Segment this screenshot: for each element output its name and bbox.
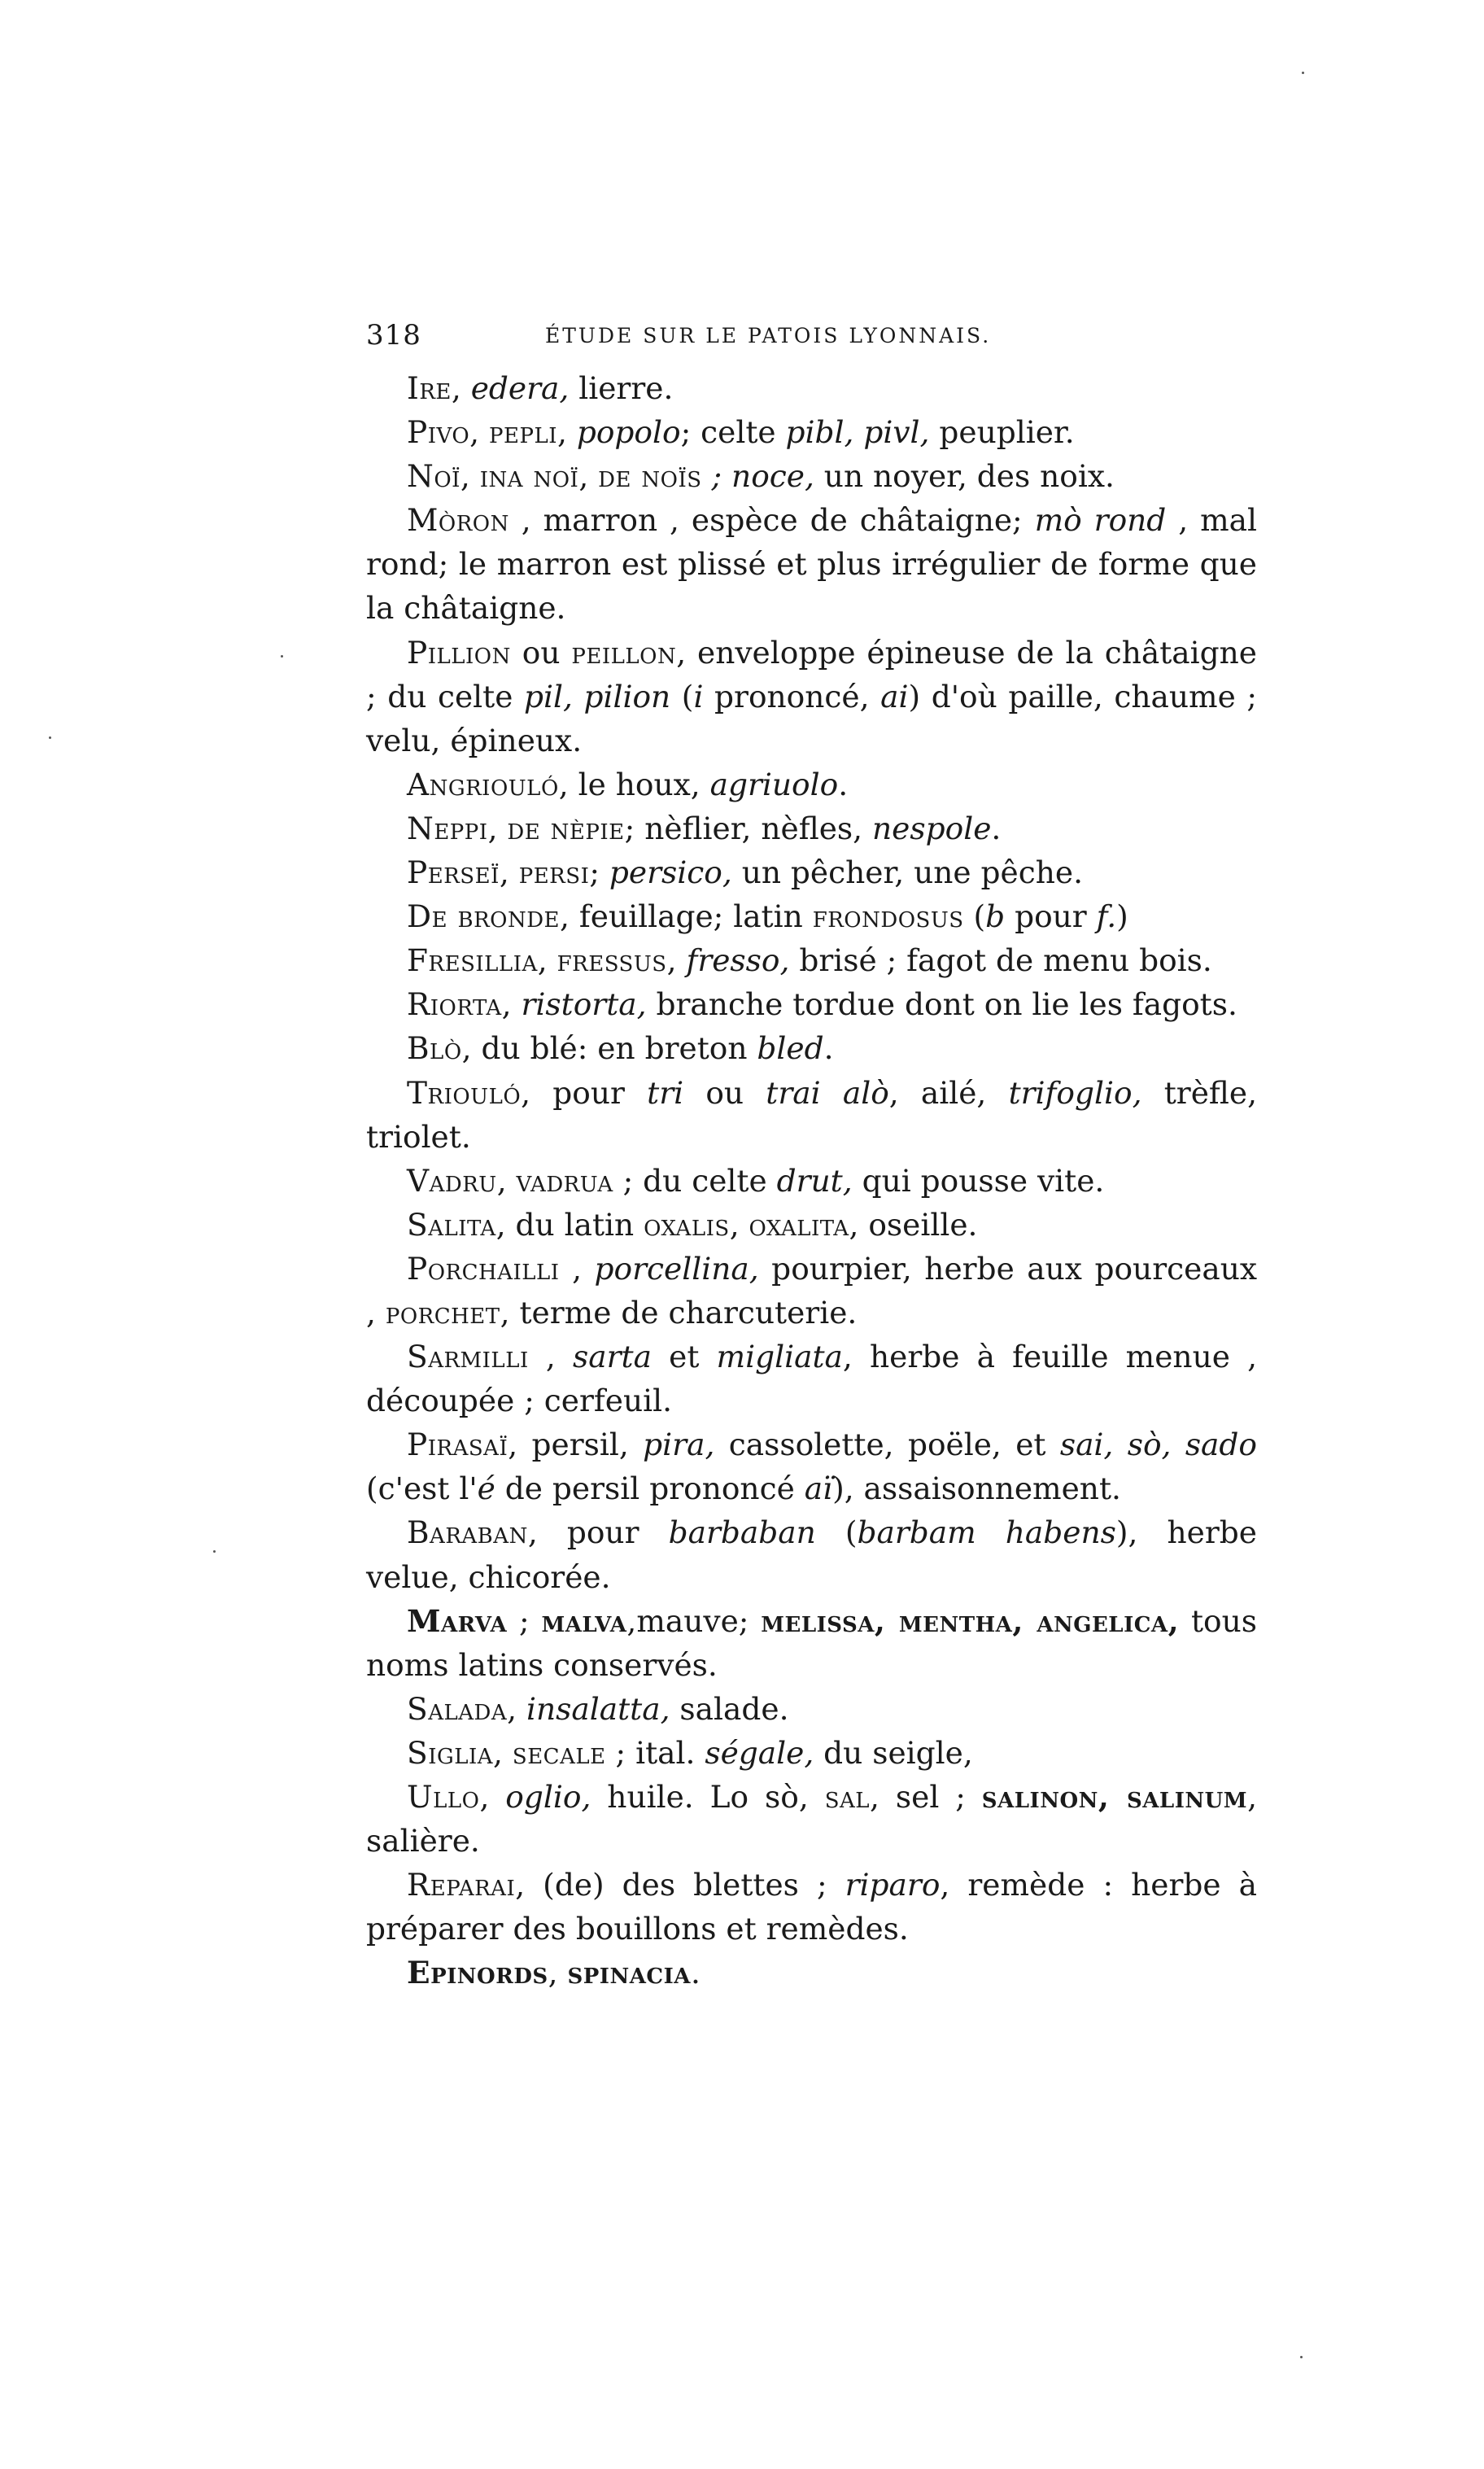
scan-speck xyxy=(49,736,51,739)
entry-epinords: Epinords, spinacia. xyxy=(407,1955,701,1991)
entry-pirasai: Pirasaï, persil, pira, cassolette, poële, et sai, sò, sado (c'est l'é de persil prononcé aï), assaisonnement. xyxy=(366,1427,1257,1507)
entry-salada: Salada, insalatta, salade. xyxy=(407,1690,789,1727)
scan-speck xyxy=(281,655,283,658)
entry-ullo: Ullo, oglio, huile. Lo sò, sal, sel ; salinon, salinum, salière. xyxy=(366,1779,1258,1859)
entry-pillion: Pillion ou peillon, enveloppe épineuse de la châtaigne ; du celte pil, pilion (i prononcé, ai) d'où paille, chaume ; velu, épineux. xyxy=(366,634,1258,758)
glossary-text xyxy=(366,366,1257,1995)
entry-pivo: Pivo, pepli, popolo; celte pibl, pivl, peuplier. xyxy=(407,414,1075,451)
running-title: ÉTUDE SUR LE PATOIS LYONNAIS. xyxy=(545,324,992,347)
entry-moron: Mòron , marron , espèce de châtaigne; mò rond , mal rond; le marron est plissé et plus irrégulier de forme que la châtaigne. xyxy=(366,502,1257,627)
page-number: 318 xyxy=(366,319,421,352)
entry-angriouló: Angriouló, le houx, agriuolo. xyxy=(407,766,849,802)
entry-marva: Marva ; malva,mauve; melissa, mentha, angelica, tous noms latins conservés. xyxy=(366,1602,1257,1683)
entry-vadru: Vadru, vadrua ; du celte drut, qui pousse vite. xyxy=(407,1162,1105,1199)
entry-porchailli: Porchailli , porcellina, pourpier, herbe aux pourceaux , porchet, terme de charcuterie. xyxy=(366,1250,1257,1331)
entry-baraban: Baraban, pour barbaban (barbam habens), herbe velue, chicorée. xyxy=(366,1514,1257,1595)
entry-riorta: Riorta, ristorta, branche tordue dont on lie les fagots. xyxy=(407,986,1237,1023)
entry-persei: Perseï, persi; persico, un pêcher, une pêche. xyxy=(407,854,1083,891)
scan-speck xyxy=(213,1550,216,1553)
scan-speck xyxy=(1302,72,1304,74)
entry-de-bronde: De bronde, feuillage; latin frondosus (b pour f.) xyxy=(407,898,1128,935)
scan-speck xyxy=(1300,2356,1303,2358)
entry-neppi: Neppi, de nèpie; nèflier, nèfles, nespole. xyxy=(407,810,1002,846)
entry-triouló: Triouló, pour tri ou trai alò, ailé, trifoglio, trèfle, triolet. xyxy=(366,1074,1258,1155)
entry-sarmilli: Sarmilli , sarta et migliata, herbe à feuille menue , découpée ; cerfeuil. xyxy=(366,1339,1257,1419)
entry-noi: Noï, ina noï, de noïs ; noce, un noyer, des noix. xyxy=(407,458,1115,495)
entry-siglia: Siglia, secale ; ital. ségale, du seigle, xyxy=(407,1734,973,1771)
entry-blo: Blò, du blé: en breton bled. xyxy=(407,1030,834,1067)
entry-salita: Salita, du latin oxalis, oxalita, oseille. xyxy=(407,1206,978,1243)
entry-fresillia: Fresillia, fressus, fresso, brisé ; fagot de menu bois. xyxy=(407,942,1212,979)
entry-ire: Ire, edera, lierre. xyxy=(407,370,674,406)
page-header xyxy=(366,319,1050,368)
entry-reparai: Reparai, (de) des blettes ; riparo, remède : herbe à préparer des bouillons et remèdes. xyxy=(366,1867,1257,1947)
